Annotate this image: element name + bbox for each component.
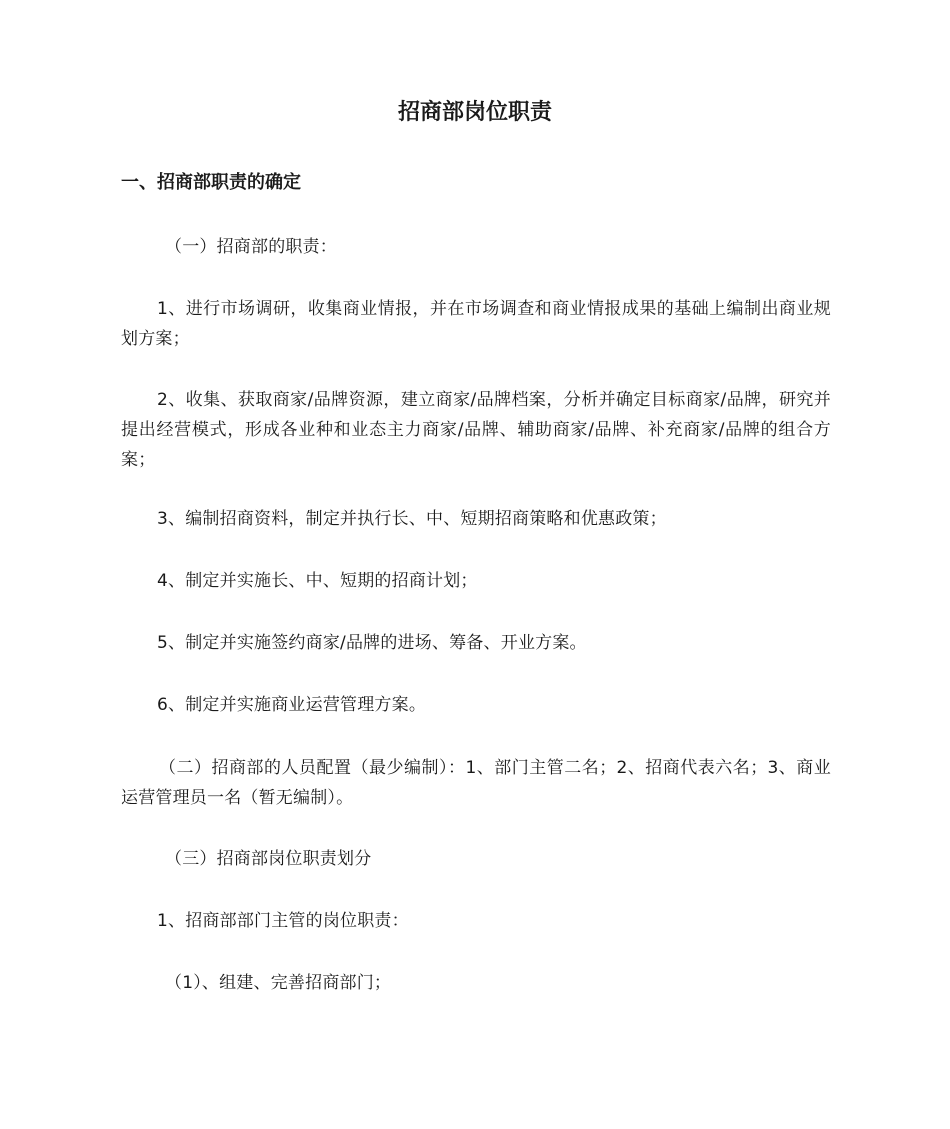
section-heading-1: 一、招商部职责的确定	[121, 172, 301, 193]
paragraph-item-2: 2、收集、获取商家/品牌资源，建立商家/品牌档案，分析并确定目标商家/品牌，研究并提出经营模式，形成各业种和业态主力商家/品牌、辅助商家/品牌、补充商家/品牌的组合方案；	[121, 390, 831, 470]
paragraph-role-1-duty-1: （1）、组建、完善招商部门；	[165, 973, 392, 993]
paragraph-subsection-1: （一）招商部的职责：	[165, 237, 337, 257]
document-title: 招商部岗位职责	[397, 100, 552, 125]
paragraph-item-1: 1、进行市场调研，收集商业情报，并在市场调查和商业情报成果的基础上编制出商业规划方案；	[121, 299, 831, 349]
paragraph-item-3: 3、编制招商资料，制定并执行长、中、短期招商策略和优惠政策；	[157, 509, 667, 529]
paragraph-item-5: 5、制定并实施签约商家/品牌的进场、筹备、开业方案。	[157, 633, 587, 653]
paragraph-item-6: 6、制定并实施商业运营管理方案。	[157, 695, 427, 715]
paragraph-item-4: 4、制定并实施长、中、短期的招商计划；	[157, 571, 478, 591]
paragraph-subsection-3: （三）招商部岗位职责划分	[165, 849, 372, 869]
paragraph-subsection-2: （二）招商部的人员配置（最少编制）：1、部门主管二名；2、招商代表六名；3、商业运营管理员一名（暂无编制）。	[121, 758, 831, 808]
paragraph-role-1: 1、招商部部门主管的岗位职责：	[157, 911, 409, 931]
